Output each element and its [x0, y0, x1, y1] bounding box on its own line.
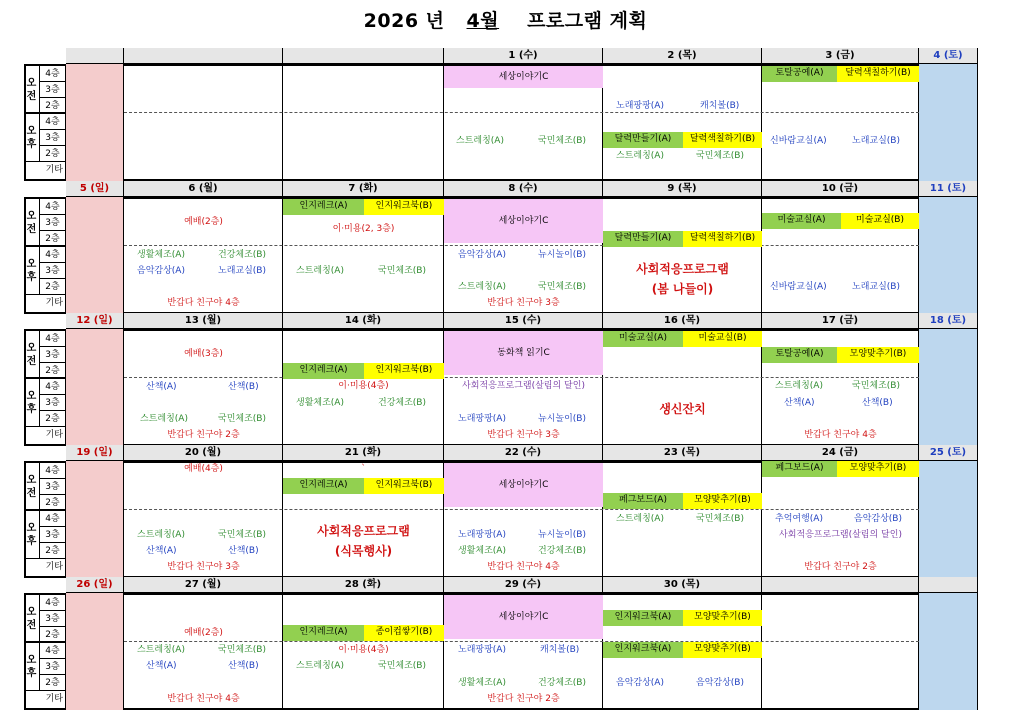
day-column: [283, 64, 444, 181]
program-text: 생활체조(A): [296, 398, 344, 408]
saturday-column: [919, 461, 978, 578]
day-header: 16 (목): [603, 313, 762, 329]
program-text: 반갑다 친구야 4층: [167, 298, 240, 308]
floor-label: 3층: [40, 395, 66, 411]
floor-label: 2층: [40, 495, 66, 511]
program-text: (식목행사): [334, 544, 393, 558]
program-text: 반갑다 친구야 4층: [487, 562, 560, 572]
day-header: 24 (금): [762, 445, 919, 461]
program-text: 노래교실(B): [852, 136, 900, 146]
program-text: 노래팡팡(A): [458, 414, 506, 424]
day-header: 6 (월): [124, 181, 283, 197]
program-text: 예배(4층): [184, 464, 223, 474]
day-header: 23 (목): [603, 445, 762, 461]
am-label: 오 전: [24, 199, 40, 247]
program-cell: 세상이야기C: [444, 595, 603, 639]
day-header: 1 (수): [444, 48, 603, 64]
day-header: 8 (수): [444, 181, 603, 197]
program-text: 반갑다 친구야 2층: [804, 562, 877, 572]
program-text: 스트레칭(A): [137, 645, 185, 655]
program-text: 스트레칭(A): [456, 136, 504, 146]
etc-label: 기타: [24, 427, 66, 444]
program-band-a: 인지레크(A): [283, 199, 364, 215]
floor-label: 4층: [40, 511, 66, 527]
day-header: [762, 577, 919, 593]
program-text: 국민체조(B): [538, 282, 586, 292]
program-text: 국민체조(B): [218, 645, 266, 655]
sunday-column: [66, 461, 124, 578]
day-header: 29 (수): [444, 577, 603, 593]
program-text: 뉴시놀이(B): [538, 250, 586, 260]
program-text: 국민체조(B): [218, 414, 266, 424]
etc-label: 기타: [24, 295, 66, 312]
program-text: 생활체조(A): [458, 546, 506, 556]
floor-label: 3층: [40, 130, 66, 146]
program-text: 국민체조(B): [852, 381, 900, 391]
sunday-column: [66, 329, 124, 446]
day-column: [762, 593, 919, 710]
program-text: 스트레칭(A): [137, 530, 185, 540]
program-text: 건강체조(B): [218, 250, 266, 260]
program-band-a: 페그보드(A): [603, 493, 683, 509]
floor-label: 2층: [40, 627, 66, 643]
program-text: 산책(B): [228, 661, 259, 671]
program-text: 반갑다 친구야 2층: [487, 694, 560, 704]
program-text: 노래교실(B): [218, 266, 266, 276]
side-divider: [24, 245, 66, 246]
floor-label: 4층: [40, 595, 66, 611]
day-header: 11 (토): [919, 181, 978, 197]
program-text: 국민체조(B): [378, 266, 426, 276]
program-text: 국민체조(B): [696, 514, 744, 524]
program-band-a: 페그보드(A): [762, 461, 837, 477]
page-title: 2026 년 4월 프로그램 계획: [363, 10, 648, 32]
program-band-a: 인지레크(A): [283, 363, 364, 379]
day-header: 5 (일): [66, 181, 124, 197]
program-text: 스트레칭(A): [616, 151, 664, 161]
program-text: 음악감상(A): [616, 678, 664, 688]
program-band-b: 달력색칠하기(B): [683, 231, 762, 247]
sunday-column: [66, 593, 124, 710]
am-label: 오 전: [24, 66, 40, 114]
pm-label: 오 후: [24, 379, 40, 427]
program-text: 노래교실(B): [852, 282, 900, 292]
side-divider: [24, 377, 66, 378]
program-band-b: 달력색칠하기(B): [683, 132, 762, 148]
am-pm-divider: [124, 641, 919, 642]
pm-label: 오 후: [24, 114, 40, 162]
day-header: [124, 48, 283, 64]
floor-label: 3층: [40, 611, 66, 627]
program-text: 산책(A): [146, 382, 177, 392]
program-band-b: 모양맞추기(B): [837, 347, 919, 363]
day-header: 10 (금): [762, 181, 919, 197]
program-text: 노래팡팡(A): [616, 101, 664, 111]
sunday-column: [66, 197, 124, 314]
day-header: 4 (토): [919, 48, 978, 64]
day-header: 19 (일): [66, 445, 124, 461]
floor-label: 4층: [40, 331, 66, 347]
day-header: 2 (목): [603, 48, 762, 64]
program-text: 스트레칭(A): [775, 381, 823, 391]
day-header: 25 (토): [919, 445, 978, 461]
program-band-b: 모양맞추기(B): [683, 610, 762, 626]
day-header: [919, 577, 978, 593]
program-text: 사회적응프로그램: [317, 524, 410, 538]
day-header: 7 (화): [283, 181, 444, 197]
day-header: 3 (금): [762, 48, 919, 64]
program-text: 신바람교실(A): [770, 282, 827, 292]
day-header: 27 (월): [124, 577, 283, 593]
day-header: 30 (목): [603, 577, 762, 593]
program-band-a: 토탈공예(A): [762, 66, 837, 82]
program-band-b: 미술교실(B): [841, 213, 919, 229]
program-text: 반갑다 친구야 3층: [487, 298, 560, 308]
program-band-b: 인지워크북(B): [364, 478, 444, 494]
floor-label: 3층: [40, 479, 66, 495]
saturday-column: [919, 64, 978, 181]
program-band-a: 인지워크북(A): [603, 642, 683, 658]
program-text: 국민체조(B): [218, 530, 266, 540]
program-text: 산책(A): [146, 661, 177, 671]
program-text: 사회적응프로그램(살림의 달인): [779, 530, 902, 540]
program-band-b: 모양맞추기(B): [683, 493, 762, 509]
program-text: 음악감상(A): [458, 250, 506, 260]
floor-label: 4층: [40, 114, 66, 130]
program-cell: 동화책 읽기C: [444, 331, 603, 375]
program-text: 사회적응프로그램: [636, 262, 729, 276]
day-column: [124, 64, 283, 181]
program-band-b: 종이컵쌓기(B): [364, 625, 444, 641]
program-text: `: [361, 464, 366, 474]
floor-label: 3층: [40, 659, 66, 675]
am-pm-divider: [124, 245, 919, 246]
program-text: 산책(B): [228, 382, 259, 392]
program-text: 반갑다 친구야 3층: [487, 430, 560, 440]
floor-label: 3층: [40, 347, 66, 363]
program-band-a: 인지레크(A): [283, 625, 364, 641]
am-label: 오 전: [24, 595, 40, 643]
side-divider: [24, 509, 66, 510]
floor-label: 4층: [40, 379, 66, 395]
am-label: 오 전: [24, 463, 40, 511]
program-text: 반갑다 친구야 2층: [167, 430, 240, 440]
program-text: 반갑다 친구야 4층: [804, 430, 877, 440]
program-text: 이·미용(4층): [338, 381, 389, 391]
etc-label: 기타: [24, 559, 66, 576]
program-band-a: 인지레크(A): [283, 478, 364, 494]
program-text: 음악감상(B): [854, 514, 902, 524]
pm-label: 오 후: [24, 247, 40, 295]
day-header: 14 (화): [283, 313, 444, 329]
day-header: 26 (일): [66, 577, 124, 593]
program-text: 산책(B): [862, 398, 893, 408]
program-band-a: 미술교실(A): [603, 331, 683, 347]
program-text: 음악감상(B): [696, 678, 744, 688]
program-band-b: 달력색칠하기(B): [837, 66, 919, 82]
program-text: 노래팡팡(A): [458, 645, 506, 655]
floor-label: 2층: [40, 146, 66, 162]
saturday-column: [919, 197, 978, 314]
day-header: [283, 48, 444, 64]
program-text: 캐치볼(B): [540, 645, 580, 655]
saturday-column: [919, 329, 978, 446]
program-text: 음악감상(A): [137, 266, 185, 276]
program-text: 스트레칭(A): [296, 661, 344, 671]
program-text: 건강체조(B): [538, 546, 586, 556]
program-cell: 세상이야기C: [444, 463, 603, 507]
pm-label: 오 후: [24, 643, 40, 691]
program-band-a: 달력만들기(A): [603, 231, 683, 247]
program-band-a: 인지워크북(A): [603, 610, 683, 626]
floor-label: 2층: [40, 411, 66, 427]
pm-label: 오 후: [24, 511, 40, 559]
floor-label: 2층: [40, 279, 66, 295]
etc-label: 기타: [24, 691, 66, 708]
program-text: 노래팡팡(A): [458, 530, 506, 540]
day-header: 17 (금): [762, 313, 919, 329]
side-divider: [24, 112, 66, 113]
day-header: 21 (화): [283, 445, 444, 461]
floor-label: 2층: [40, 98, 66, 114]
floor-label: 3층: [40, 82, 66, 98]
floor-label: 4층: [40, 66, 66, 82]
program-text: 산책(B): [228, 546, 259, 556]
program-text: 예배(2층): [184, 628, 223, 638]
day-column: [603, 64, 762, 181]
program-band-a: 미술교실(A): [762, 213, 841, 229]
floor-label: 4층: [40, 247, 66, 263]
floor-label: 2층: [40, 675, 66, 691]
am-label: 오 전: [24, 331, 40, 379]
am-pm-divider: [124, 377, 919, 378]
program-text: 생활체조(A): [137, 250, 185, 260]
program-text: 추억여행(A): [775, 514, 823, 524]
am-pm-divider: [124, 112, 919, 113]
program-band-a: 토탈공예(A): [762, 347, 837, 363]
program-text: 반갑다 친구야 4층: [167, 694, 240, 704]
am-pm-divider: [124, 509, 919, 510]
day-header: 12 (일): [66, 313, 124, 329]
program-band-b: 모양맞추기(B): [683, 642, 762, 658]
floor-label: 3층: [40, 215, 66, 231]
day-header: 13 (월): [124, 313, 283, 329]
program-text: 뉴시놀이(B): [538, 530, 586, 540]
program-text: 건강체조(B): [538, 678, 586, 688]
program-text: 국민체조(B): [696, 151, 744, 161]
sunday-column: [66, 64, 124, 181]
program-text: 이·미용(2, 3층): [332, 224, 395, 234]
program-text: 스트레칭(A): [296, 266, 344, 276]
program-text: 예배(2층): [184, 217, 223, 227]
day-header: 18 (토): [919, 313, 978, 329]
program-band-b: 모양맞추기(B): [837, 461, 919, 477]
program-text: 국민체조(B): [378, 661, 426, 671]
program-text: 스트레칭(A): [616, 514, 664, 524]
saturday-column: [919, 593, 978, 710]
program-text: 뉴시놀이(B): [538, 414, 586, 424]
day-header: 15 (수): [444, 313, 603, 329]
floor-label: 3층: [40, 263, 66, 279]
program-text: 이·미용(4층): [338, 645, 389, 655]
floor-label: 4층: [40, 643, 66, 659]
program-band-b: 인지워크북(B): [364, 199, 444, 215]
day-header: 20 (월): [124, 445, 283, 461]
program-text: 사회적응프로그램(살림의 달인): [462, 381, 585, 391]
program-text: 산책(A): [146, 546, 177, 556]
program-text: 산책(A): [784, 398, 815, 408]
program-band-b: 인지워크북(B): [364, 363, 444, 379]
program-text: 예배(3층): [184, 349, 223, 359]
floor-label: 2층: [40, 363, 66, 379]
floor-label: 2층: [40, 231, 66, 247]
program-text: 캐치볼(B): [700, 101, 740, 111]
side-divider: [24, 641, 66, 642]
etc-label: 기타: [24, 162, 66, 179]
floor-label: 2층: [40, 543, 66, 559]
day-header: 22 (수): [444, 445, 603, 461]
floor-label: 3층: [40, 527, 66, 543]
day-column: [603, 197, 762, 314]
program-text: 국민체조(B): [538, 136, 586, 146]
program-text: (봄 나들이): [651, 282, 714, 296]
program-cell: 세상이야기C: [444, 199, 603, 243]
floor-label: 4층: [40, 463, 66, 479]
program-band-a: 달력만들기(A): [603, 132, 683, 148]
day-header: 28 (화): [283, 577, 444, 593]
program-text: 스트레칭(A): [140, 414, 188, 424]
program-band-b: 미술교실(B): [683, 331, 762, 347]
program-text: 신바람교실(A): [770, 136, 827, 146]
floor-label: 4층: [40, 199, 66, 215]
program-text: 스트레칭(A): [458, 282, 506, 292]
day-header: 9 (목): [603, 181, 762, 197]
program-text: 건강체조(B): [378, 398, 426, 408]
program-text: 생신잔치: [659, 402, 706, 416]
program-text: 반갑다 친구야 3층: [167, 562, 240, 572]
day-header: [66, 48, 124, 64]
program-text: 생활체조(A): [458, 678, 506, 688]
program-cell: 세상이야기C: [444, 66, 603, 88]
